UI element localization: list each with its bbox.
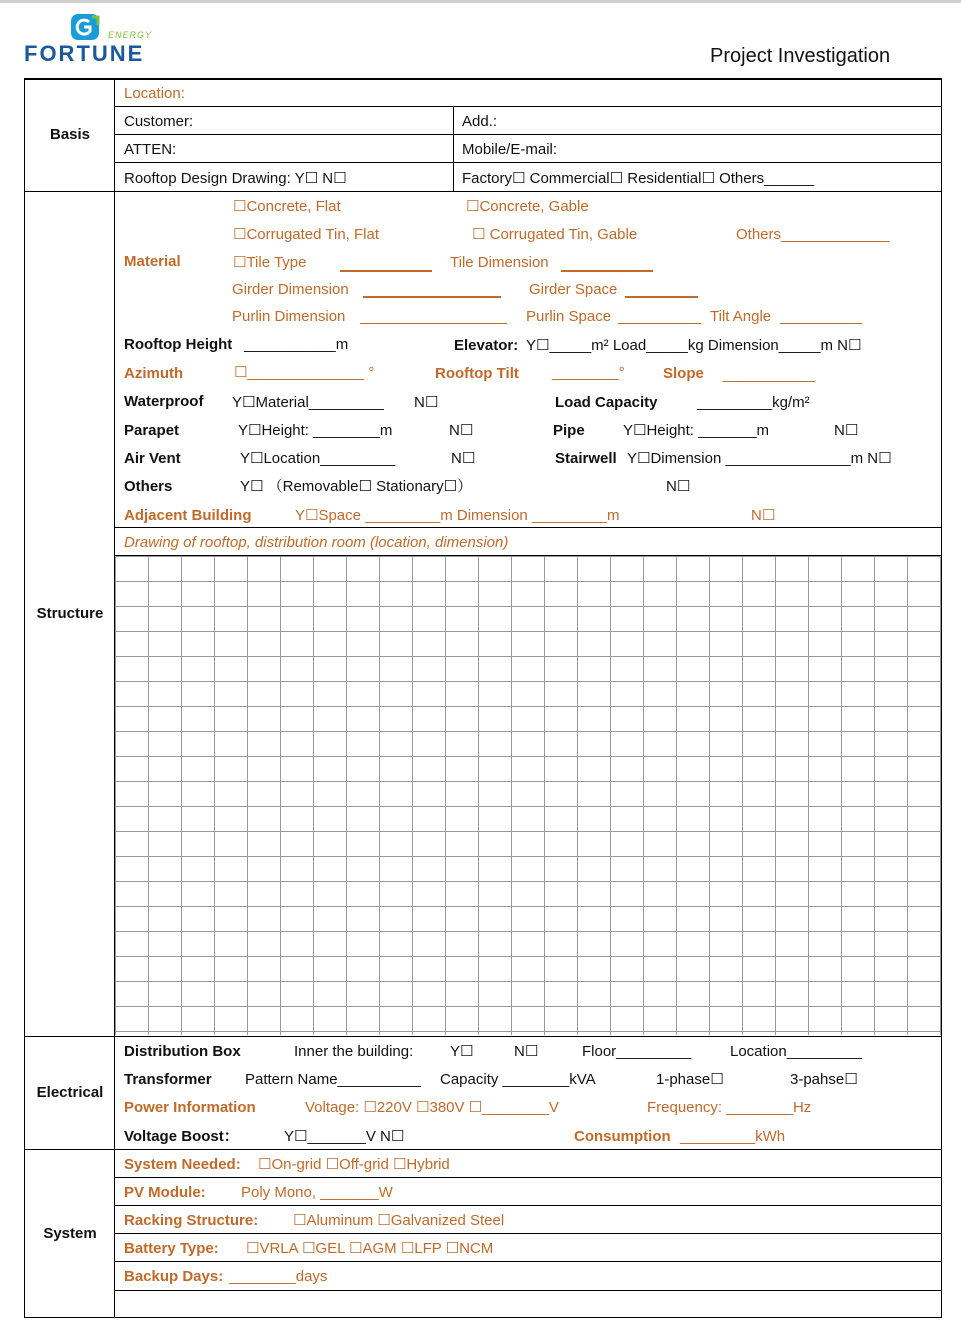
page-title: Project Investigation [710, 45, 891, 67]
row-divider [115, 134, 941, 135]
stairwell-field[interactable]: Y☐Dimension _______________m N☐ [627, 450, 892, 467]
pipe-label: Pipe [553, 422, 585, 439]
racking-structure-label: Racking Structure: [124, 1212, 259, 1229]
logo-energy-text: ENERGY [108, 30, 153, 40]
tilt-angle-blank[interactable] [780, 323, 862, 324]
power-information-label: Power Information [124, 1099, 256, 1116]
material-others[interactable]: Others_____________ [736, 226, 890, 243]
section-basis-label: Basis [49, 126, 91, 143]
battery-type-label: Battery Type: [124, 1240, 219, 1257]
three-phase-checkbox[interactable]: 3-pahse☐ [790, 1071, 858, 1088]
row-divider [115, 1261, 941, 1262]
consumption-label: Consumption [574, 1128, 671, 1145]
basis-column-divider [453, 107, 454, 191]
air-vent-label: Air Vent [124, 450, 181, 467]
section-electrical-label: Electrical [36, 1084, 104, 1101]
atten-field[interactable]: ATTEN: [124, 141, 177, 158]
pattern-name-field[interactable]: Pattern Name__________ [245, 1071, 421, 1088]
section-divider [24, 1149, 942, 1150]
tile-type-blank[interactable] [340, 270, 432, 272]
material-concrete-gable[interactable]: ☐Concrete, Gable [466, 198, 589, 215]
azimuth-label: Azimuth [124, 365, 184, 382]
row-divider [115, 1177, 941, 1178]
tilt-angle-label: Tilt Angle [710, 308, 772, 325]
pv-module-field[interactable]: Poly Mono, _______W [241, 1184, 393, 1201]
row-divider [115, 527, 941, 528]
customer-field[interactable]: Customer: [124, 113, 194, 130]
backup-days-field[interactable]: ________days [229, 1268, 328, 1285]
others-no[interactable]: N☐ [666, 478, 691, 495]
girder-dimension-label: Girder Dimension [232, 281, 349, 298]
load-capacity-label: Load Capacity [555, 394, 658, 411]
inner-building-no[interactable]: N☐ [514, 1043, 539, 1060]
dist-location-field[interactable]: Location_________ [730, 1043, 862, 1060]
air-vent-no[interactable]: N☐ [451, 450, 476, 467]
row-divider [115, 1233, 941, 1234]
elevator-label: Elevator: [454, 337, 519, 354]
voltage-boost-field[interactable]: Y☐_______V N☐ [284, 1128, 405, 1145]
parapet-no[interactable]: N☐ [449, 422, 474, 439]
pipe-field[interactable]: Y☐Height: _______m [623, 422, 770, 439]
waterproof-no[interactable]: N☐ [414, 394, 439, 411]
row-divider [115, 106, 941, 107]
inner-building-yes[interactable]: Y☐ [450, 1043, 474, 1060]
rooftop-tilt-field[interactable]: ________° [552, 364, 625, 381]
parapet-field[interactable]: Y☐Height: ________m [238, 422, 393, 439]
slope-label: Slope [663, 365, 704, 382]
material-tin-gable[interactable]: ☐ Corrugated Tin, Gable [472, 226, 638, 243]
material-tin-flat[interactable]: ☐Corrugated Tin, Flat [233, 226, 380, 243]
material-label: Material [124, 253, 181, 270]
drawing-grid[interactable] [115, 556, 941, 1035]
backup-days-label: Backup Days: [124, 1268, 224, 1285]
air-vent-field[interactable]: Y☐Location_________ [240, 450, 396, 467]
voltage-field[interactable]: Voltage: ☐220V ☐380V ☐________V [305, 1099, 559, 1116]
slope-field[interactable]: ___________ [723, 366, 815, 383]
others-label: Others [124, 478, 173, 495]
waterproof-label: Waterproof [124, 393, 204, 410]
distribution-box-label: Distribution Box [124, 1043, 241, 1060]
battery-type-options[interactable]: ☐VRLA ☐GEL ☐AGM ☐LFP ☐NCM [246, 1240, 494, 1257]
adjacent-building-field[interactable]: Y☐Space _________m Dimension _________m [295, 507, 620, 524]
purlin-dimension-label: Purlin Dimension [232, 308, 346, 325]
load-capacity-field[interactable]: _________kg/m² [697, 394, 810, 411]
azimuth-field[interactable]: ☐______________ ° [234, 364, 375, 381]
racking-structure-options[interactable]: ☐Aluminum ☐Galvanized Steel [293, 1212, 505, 1229]
purlin-space-blank[interactable] [618, 323, 701, 324]
material-tile[interactable]: ☐Tile Type [233, 254, 307, 271]
location-field[interactable]: Location: [124, 85, 185, 102]
girder-space-label: Girder Space [529, 281, 618, 298]
section-divider [24, 1036, 942, 1037]
consumption-field[interactable]: _________kWh [680, 1128, 786, 1145]
rooftop-drawing-field[interactable]: Rooftop Design Drawing: Y☐ N☐ [124, 170, 347, 187]
adjacent-building-no[interactable]: N☐ [751, 507, 776, 524]
purlin-space-label: Purlin Space [526, 308, 612, 325]
system-needed-options[interactable]: ☐On-grid ☐Off-grid ☐Hybrid [258, 1156, 450, 1173]
fortune-energy-logo [24, 13, 153, 69]
system-needed-label: System Needed: [124, 1156, 241, 1173]
parapet-label: Parapet [124, 422, 180, 439]
pipe-no[interactable]: N☐ [834, 422, 859, 439]
one-phase-checkbox[interactable]: 1-phase☐ [656, 1071, 724, 1088]
waterproof-field[interactable]: Y☐Material_________ [232, 394, 384, 411]
transformer-label: Transformer [124, 1071, 212, 1088]
drawing-caption: Drawing of rooftop, distribution room (location, dimension) [124, 534, 509, 551]
tile-dimension-blank[interactable] [561, 270, 653, 272]
pv-module-label: PV Module: [124, 1184, 206, 1201]
top-border [0, 0, 961, 3]
capacity-field[interactable]: Capacity ________kVA [440, 1071, 596, 1088]
row-divider [115, 1205, 941, 1206]
row-divider [115, 162, 941, 163]
logo-fortune-text: FORTUNE [24, 41, 145, 66]
building-type-field[interactable]: Factory☐ Commercial☐ Residential☐ Others______ [462, 170, 815, 187]
section-divider [24, 191, 942, 192]
row-divider [115, 1290, 941, 1291]
frequency-field[interactable]: Frequency: ________Hz [647, 1099, 812, 1116]
stairwell-label: Stairwell [555, 450, 617, 467]
material-concrete-flat[interactable]: ☐Concrete, Flat [233, 198, 341, 215]
section-system-label: System [43, 1225, 97, 1242]
floor-field[interactable]: Floor_________ [582, 1043, 692, 1060]
section-structure-label: Structure [36, 605, 104, 622]
rooftop-height-label: Rooftop Height [124, 336, 233, 353]
elevator-field[interactable]: Y☐_____m² Load_____kg Dimension_____m N☐ [526, 337, 862, 354]
girder-space-blank[interactable] [625, 296, 698, 298]
tile-dimension-label: Tile Dimension [450, 254, 549, 271]
address-field[interactable]: Add.: [462, 113, 498, 130]
adjacent-building-label: Adjacent Building [124, 507, 252, 524]
mobile-email-field[interactable]: Mobile/E-mail: [462, 141, 558, 158]
inner-building-label: Inner the building: [294, 1043, 414, 1060]
girder-dimension-blank[interactable] [363, 296, 501, 298]
purlin-dimension-blank[interactable] [360, 323, 507, 324]
others-field[interactable]: Y☐ （Removable☐ Stationary☐） [240, 478, 473, 495]
logo-g-icon [70, 13, 100, 41]
voltage-boost-label: Voltage Boost： [124, 1128, 239, 1145]
rooftop-tilt-label: Rooftop Tilt [435, 365, 519, 382]
rooftop-height-field[interactable]: ___________m [244, 336, 349, 353]
